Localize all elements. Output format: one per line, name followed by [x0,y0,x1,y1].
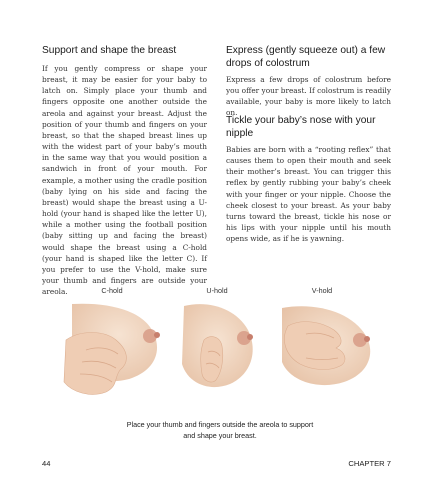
v-hold-illustration [272,300,382,400]
c-hold-illustration [58,300,170,400]
paragraph-express-colostrum: Express a few drops of colostrum before you offer your breast. If colostrum is readily available, your baby is more likely to latch on. [226,75,391,118]
heading-tickle-nose: Tickle your baby’s nose with your nipple [226,115,376,139]
heading-support-shape: Support and shape the breast [42,45,177,56]
nipple-shape [364,336,370,342]
nipple-shape [247,334,253,340]
paragraph-support-shape: If you gently compress or shape your breast, it may be easier for your baby to latch on. Simply place your thumb and fingers opposite one another outside the areola and against your breast. Adjust the position of your thumb and fingers on your breast, so that the shaped breast lines up with the widest part of your baby’s mouth in the same way that you would position a sandwich in front of your mouth. For example, a mother using the cradle position (baby lying on his side and facing the breast) would shape the breast using a U-hold (your hand is shaped like the letter U), while a mother using the football position (baby sitting up and facing the breast) would shape the breast using a C-hold (your hand is shaped like the letter C). If you prefer to use the V-hold, make sure your thumb and fingers are outside your areola. [42,64,207,297]
nipple-shape [154,332,160,338]
chapter-label: CHAPTER 7 [348,459,391,468]
page-number: 44 [42,459,51,468]
u-hold-illustration [178,300,258,400]
label-u-hold: U-hold [206,286,228,295]
label-v-hold: V-hold [311,286,333,295]
paragraph-tickle-nose: Babies are born with a “rooting reflex” that causes them to open their mouth and seek their mother’s breast. You can trigger this reflex by gently rubbing your baby’s cheek with your finger or your nipple. Choose the cheek closest to your breast. As your baby turns toward the breast, tickle his nose or his lips with your nipple until his mouth opens wide, as if he is yawning. [226,145,391,244]
label-c-hold: C-hold [101,286,123,295]
heading-express-colostrum: Express (gently squeeze out) a few drops of colostrum [226,45,386,69]
hand-shape [64,333,126,395]
illustration-caption: Place your thumb and fingers outside the areola to support and shape your breast. [126,420,314,440]
